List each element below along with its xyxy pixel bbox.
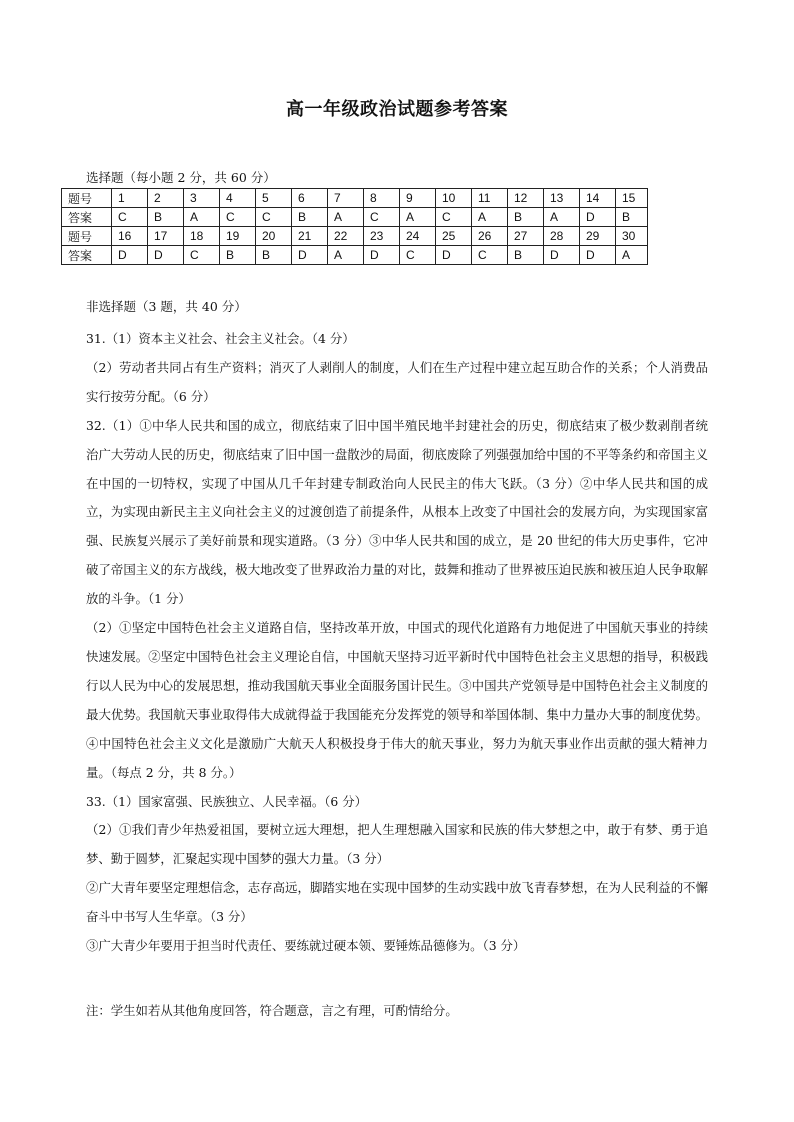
- question-number-cell: 13: [544, 189, 580, 208]
- answer-cell: A: [472, 208, 508, 227]
- question-number-cell: 16: [112, 227, 148, 246]
- answer-cell: A: [328, 246, 364, 265]
- answer-cell: C: [436, 208, 472, 227]
- question-number-cell: 11: [472, 189, 508, 208]
- answer-cell: A: [544, 208, 580, 227]
- answer-cell: C: [364, 208, 400, 227]
- question-number-cell: 23: [364, 227, 400, 246]
- row-header-question: 题号: [62, 227, 112, 246]
- multiple-choice-label: 选择题（每小题 2 分，共 60 分）: [86, 170, 276, 185]
- answer-cell: C: [112, 208, 148, 227]
- q32-part1: 32.（1）①中华人民共和国的成立，彻底结束了旧中国半殖民地半封建社会的历史，彻底结束了极少数剥削者统治广大劳动人民的历史，彻底结束了旧中国一盘散沙的局面，彻底废除了列强强加给中国的不平等条约和帝国主义在中国的一切特权，实现了中国从几千年封建专制政治向人民民主的伟大飞跃。（3 分）②中华人民共和国的成立，为实现由新民主主义向社会主义的过渡创造了前提条件，从根本上改变了中国社会的发展方向，为实现国家富强、民族复兴展示了美好前景和现实道路。（3 分）③中华人民共和国的成立，是 20 世纪的伟大历史事件，它冲破了帝国主义的东方战线，极大地改变了世界政治力量的对比，鼓舞和推动了世界被压迫民族和被压迫人民争取解放的斗争。（1 分）: [86, 417, 708, 607]
- answer-cell: C: [184, 246, 220, 265]
- question-number-cell: 24: [400, 227, 436, 246]
- q33-part2-point3: ③广大青少年要用于担当时代责任、要练就过硬本领、要锤炼品德修为。（3 分）: [86, 938, 526, 954]
- answer-cell: D: [580, 246, 616, 265]
- answer-cell: C: [472, 246, 508, 265]
- question-number-cell: 8: [364, 189, 400, 208]
- question-number-cell: 22: [328, 227, 364, 246]
- answer-cell: A: [184, 208, 220, 227]
- question-number-cell: 27: [508, 227, 544, 246]
- question-number-cell: 18: [184, 227, 220, 246]
- q31-part2: （2）劳动者共同占有生产资料；消灭了人剥削人的制度，人们在生产过程中建立起互助合作的关系；个人消费品实行按劳分配。（6 分）: [86, 359, 708, 404]
- question-number-cell: 3: [184, 189, 220, 208]
- question-number-cell: 9: [400, 189, 436, 208]
- answer-cell: B: [148, 208, 184, 227]
- answer-cell: D: [436, 246, 472, 265]
- non-choice-label: 非选择题（3 题，共 40 分）: [86, 299, 247, 314]
- answer-cell: B: [292, 208, 328, 227]
- answer-cell: B: [220, 246, 256, 265]
- answer-cell: D: [292, 246, 328, 265]
- row-header-question: 题号: [62, 189, 112, 208]
- answer-cell: A: [328, 208, 364, 227]
- question-number-cell: 20: [256, 227, 292, 246]
- q33-part1: 33.（1）国家富强、民族独立、人民幸福。（6 分）: [86, 793, 368, 809]
- answer-table-body: [62, 189, 648, 265]
- question-number-cell: 30: [616, 227, 648, 246]
- question-number-cell: 14: [580, 189, 616, 208]
- answer-cell: B: [256, 246, 292, 265]
- question-number-cell: 21: [292, 227, 328, 246]
- answer-cell: C: [256, 208, 292, 227]
- question-number-cell: 17: [148, 227, 184, 246]
- q31-part1: 31.（1）资本主义社会、社会主义社会。（4 分）: [86, 331, 355, 346]
- answer-body: [86, 325, 708, 961]
- question-number-cell: 5: [256, 189, 292, 208]
- row-header-answer: 答案: [62, 208, 112, 227]
- answer-cell: D: [112, 246, 148, 265]
- question-number-cell: 29: [580, 227, 616, 246]
- answer-cell: D: [544, 246, 580, 265]
- question-number-cell: 12: [508, 189, 544, 208]
- question-number-cell: 7: [328, 189, 364, 208]
- answer-cell: D: [364, 246, 400, 265]
- answer-cell: D: [148, 246, 184, 265]
- question-number-row: [62, 189, 648, 208]
- answer-cell: B: [508, 208, 544, 227]
- question-number-row: [62, 227, 648, 246]
- answer-row: [62, 208, 648, 227]
- answer-cell: B: [508, 246, 544, 265]
- row-header-answer: 答案: [62, 246, 112, 265]
- q32-part2: （2）①坚定中国特色社会主义道路自信，坚持改革开放，中国式的现代化道路有力地促进了中国航天事业的持续快速发展。②坚定中国特色社会主义理论自信，中国航天坚持习近平新时代中国特色社会主义思想的指导，积极践行以人民为中心的发展思想，推动我国航天事业全面服务国计民生。③中国共产党领导是中国特色社会主义制度的最大优势。我国航天事业取得伟大成就得益于我国能充分发挥党的领导和举国体制、集中力量办大事的制度优势。④中国特色社会主义文化是激励广大航天人积极投身于伟大的航天事业，努力为航天事业作出贡献的强大精神力量。（每点 2 分，共 8 分。）: [86, 620, 708, 780]
- q33-part2-point2: ②广大青年要坚定理想信念，志存高远，脚踏实地在实现中国梦的生动实践中放飞青春梦想，在为人民利益的不懈奋斗中书写人生华章。（3 分）: [86, 880, 708, 925]
- answer-cell: C: [400, 246, 436, 265]
- q33-part2-point1: （2）①我们青少年热爱祖国，要树立远大理想，把人生理想融入国家和民族的伟大梦想之中，敢于有梦、勇于追梦、勤于圆梦，汇聚起实现中国梦的强大力量。（3 分）: [86, 822, 708, 867]
- grading-note: 注：学生如若从其他角度回答，符合题意，言之有理，可酌情给分。: [86, 1003, 458, 1018]
- question-number-cell: 28: [544, 227, 580, 246]
- question-number-cell: 2: [148, 189, 184, 208]
- answer-cell: D: [580, 208, 616, 227]
- answer-cell: C: [220, 208, 256, 227]
- question-number-cell: 19: [220, 227, 256, 246]
- question-number-cell: 6: [292, 189, 328, 208]
- question-number-cell: 25: [436, 227, 472, 246]
- question-number-cell: 26: [472, 227, 508, 246]
- question-number-cell: 10: [436, 189, 472, 208]
- answer-row: [62, 246, 648, 265]
- question-number-cell: 15: [616, 189, 648, 208]
- page-title: 高一年级政治试题参考答案: [286, 99, 508, 120]
- answer-cell: A: [400, 208, 436, 227]
- question-number-cell: 1: [112, 189, 148, 208]
- answer-cell: B: [616, 208, 648, 227]
- answer-table: [61, 188, 648, 265]
- question-number-cell: 4: [220, 189, 256, 208]
- answer-cell: A: [616, 246, 648, 265]
